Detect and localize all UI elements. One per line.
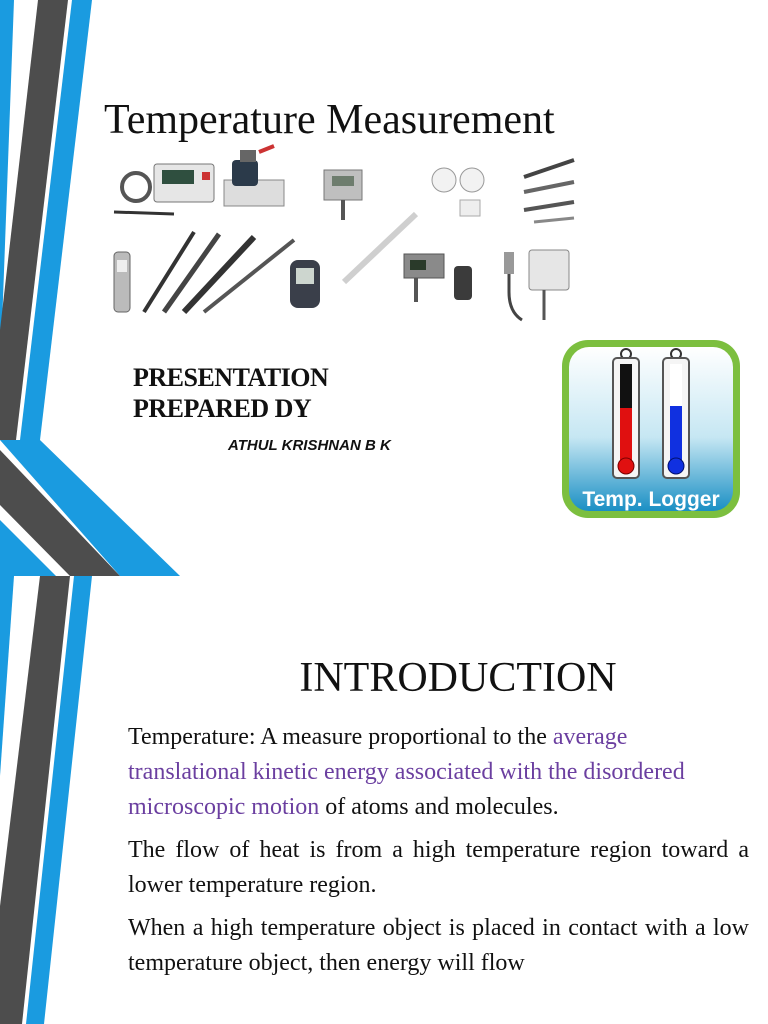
text-segment: of atoms and molecules.: [319, 794, 559, 820]
logo-text: Temp. Logger: [582, 488, 720, 511]
prepared-by-line2: PREPARED DY: [133, 394, 312, 423]
temperature-instruments-image: [104, 142, 576, 322]
text-segment: Temperature: A measure proportional to the: [128, 724, 553, 750]
paragraph-heat-flow: The flow of heat is from a high temperature region toward a lower temperature region.: [128, 837, 749, 898]
prepared-by-line1: PRESENTATION: [133, 363, 329, 392]
introduction-slide: [0, 576, 768, 1024]
paragraph-temperature-definition: [128, 720, 749, 825]
slide-title: INTRODUCTION: [299, 655, 617, 701]
slide-body: [128, 720, 749, 989]
slide-stripe-decoration: [0, 576, 100, 1024]
temp-logger-logo: [560, 338, 742, 520]
slide-title: Temperature Measurement: [104, 97, 555, 143]
highlighted-text: average translational kinetic energy associated with the disordered microscopic motion: [128, 724, 685, 820]
author-name: ATHUL KRISHNAN B K: [228, 437, 391, 454]
paragraph-contact: When a high temperature object is placed in contact with a low temperature object, then energy will flow: [128, 915, 749, 976]
prepared-by-heading: [133, 362, 328, 424]
